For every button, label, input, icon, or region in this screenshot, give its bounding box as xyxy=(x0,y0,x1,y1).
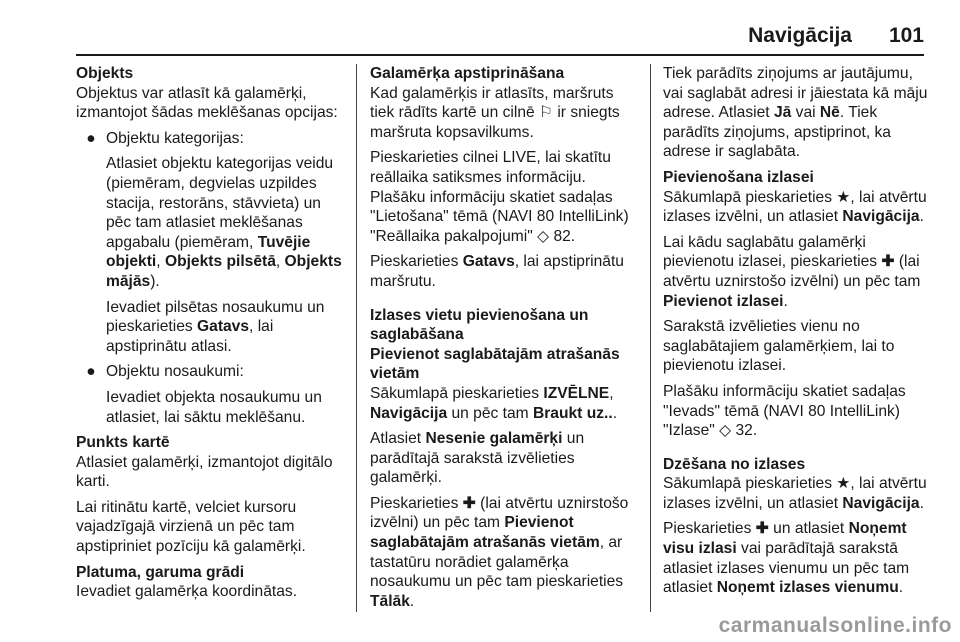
bullet-text: Objektu nosaukumi: xyxy=(106,363,244,381)
header-rule xyxy=(76,54,924,56)
flag-icon: ⚐ xyxy=(539,104,553,122)
star-icon: ★ xyxy=(836,475,851,493)
section-heading: Dzēšana no izlases xyxy=(663,455,806,473)
page-title: Navigācija xyxy=(748,24,852,47)
column-divider xyxy=(356,64,357,612)
page-number: 101 xyxy=(888,24,924,47)
page-reference-icon: ◇ xyxy=(537,227,550,245)
paragraph: Pieskarieties cilnei LIVE, lai skatītu reāllaika satiksmes informāciju. Plašāku informāciju skatiet sadaļas "Lietošana" tēmā (NAVI 80 IntelliLink) "Reāllaika pakalpojumi" ◇ 82. xyxy=(370,149,629,245)
paragraph: Sākumlapā pieskarieties ★, lai atvērtu izlases izvēlni, un atlasiet Navigācija. xyxy=(663,475,927,512)
paragraph: Pieskarieties Gatavs, lai apstiprinātu maršrutu. xyxy=(370,253,624,290)
paragraph: Atlasiet objektu kategorijas veidu (piemēram, degvielas uzpildes stacija, restorāns, stāvvieta) un pēc tam atlasiet meklēšanas apgabalu (piemēram, Tuvējie objekti, Objekts pilsētā, Objekts mājās). xyxy=(106,155,342,290)
bullet-icon: ● xyxy=(86,129,96,147)
paragraph: Sākumlapā pieskarieties ★, lai atvērtu izlases izvēlni, un atlasiet Navigācija. xyxy=(663,188,927,226)
section-heading: Platuma, garuma grādi xyxy=(76,563,245,581)
bullet-item xyxy=(76,129,348,149)
column-divider xyxy=(650,64,651,612)
paragraph: Kad galamērķis ir atlasīts, maršruts tiek rādīts kartē un cilnē ⚐ ir sniegts maršruta kopsavilkums. xyxy=(370,84,620,141)
subsection-heading: Pievienot saglabātajām atrašanās vietām xyxy=(370,345,620,383)
paragraph: Ievadiet pilsētas nosaukumu un pieskarieties Gatavs, lai apstiprinātu atlasi. xyxy=(106,298,325,355)
bullet-text: Objektu kategorijas: xyxy=(106,129,244,147)
paragraph: Ievadiet objekta nosaukumu un atlasiet, lai sāktu meklēšanu. xyxy=(106,388,322,426)
section-heading: Pievienošana izlasei xyxy=(663,168,814,186)
page-reference-icon: ◇ xyxy=(719,422,732,440)
star-icon: ★ xyxy=(836,188,851,206)
paragraph: Tiek parādīts ziņojums ar jautājumu, vai saglabāt adresi ir jāiestata kā māju adrese. Atlasiet Jā vai Nē. Tiek parādīts ziņojums, apstiprinot, ka adrese ir saglabāta. xyxy=(663,65,928,161)
section-heading: Izlases vietu pievienošana un saglabāšana xyxy=(370,306,589,344)
watermark: carmanualsonline.info xyxy=(718,614,952,637)
paragraph: Pieskarieties ✚ un atlasiet Noņemt visu izlasi vai parādītajā sarakstā atlasiet izlases vienumu un pēc tam atlasiet Noņemt izlases vienumu. xyxy=(663,520,910,597)
section-heading: Punkts kartē xyxy=(76,434,170,452)
paragraph: Plašāku informāciju skatiet sadaļas "Ievads" tēmā (NAVI 80 IntelliLink) "Izlase" ◇ 32. xyxy=(663,382,906,440)
column-2 xyxy=(370,64,636,617)
paragraph: Objektus var atlasīt kā galamērķi, izmantojot šādas meklēšanas opcijas: xyxy=(76,84,338,122)
paragraph: Sākumlapā pieskarieties IZVĒLNE, Navigācija un pēc tam Braukt uz... xyxy=(370,384,618,422)
paragraph: Lai kādu saglabātu galamērķi pievienotu izlasei, pieskarieties ✚ (lai atvērtu uznirstošo izvēlni) un pēc tam Pievienot izlasei. xyxy=(663,233,921,310)
paragraph: Sarakstā izvēlieties vienu no saglabātajiem galamērķiem, lai to pievienotu izlasei. xyxy=(663,318,895,375)
paragraph: Atlasiet Nesenie galamērķi un parādītajā sarakstā izvēlieties galamērķi. xyxy=(370,430,585,487)
bullet-icon: ● xyxy=(86,363,96,381)
column-1 xyxy=(76,64,348,608)
section-heading: Objekts xyxy=(76,65,134,82)
plus-icon: ✚ xyxy=(462,494,476,512)
column-3 xyxy=(663,64,937,604)
plus-icon: ✚ xyxy=(881,253,895,271)
page-header xyxy=(0,0,960,58)
paragraph: Lai ritinātu kartē, velciet kursoru vajadzīgajā virzienā un pēc tam apstipriniet pozīciju kā galamērķi. xyxy=(76,498,306,556)
paragraph: Ievadiet galamērķa koordinātas. xyxy=(76,583,298,601)
bullet-item xyxy=(76,362,348,382)
paragraph: Atlasiet galamērķi, izmantojot digitālo karti. xyxy=(76,453,333,491)
paragraph: Pieskarieties ✚ (lai atvērtu uznirstošo izvēlni) un pēc tam Pievienot saglabātajām atrašanās vietām, ar tastatūru norādiet galamērķa nosaukumu un pēc tam pieskarieties Tālāk. xyxy=(370,494,629,610)
section-heading: Galamērķa apstiprināšana xyxy=(370,65,565,82)
plus-icon: ✚ xyxy=(755,520,769,538)
